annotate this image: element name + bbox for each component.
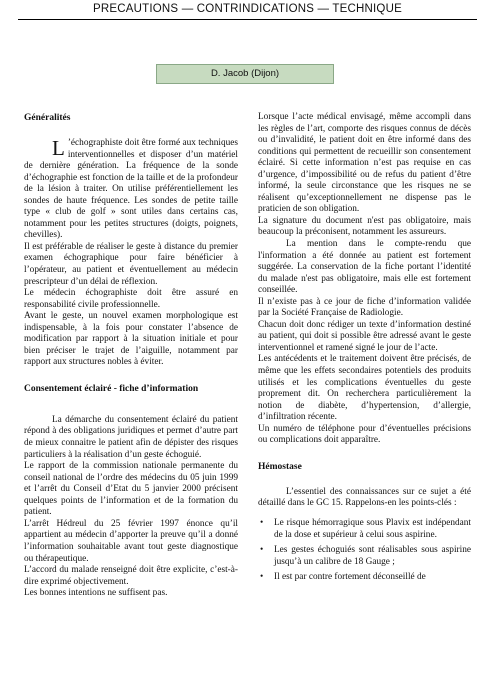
right-column xyxy=(258,112,471,588)
paragraph-generalites-3: Le médecin échographiste doit être assuré en responsabilité civile professionnelle. xyxy=(24,288,238,310)
list-item: • Le risque hémorragique sous Plavix est indépendant de la dose et supérieur à celui sous aspirine. xyxy=(258,518,471,541)
paragraph-consentement-5: Les bonnes intentions ne suffisent pas. xyxy=(24,588,168,599)
paragraph-right-7: Un numéro de téléphone pour d’éventuelles précisions ou complications doit apparaître. xyxy=(258,423,471,446)
header-title: PRECAUTIONS — CONTRINDICATIONS — TECHNIQUE xyxy=(93,3,402,15)
paragraph-generalites-2: Il est préférable de réaliser le geste à distance du premier examen échographique pour faire bénéficier à l’opérateur, au patient et éventuellement au médecin prescripteur d’un délai de réflexion. xyxy=(24,241,238,287)
heading-hemostase: Hémostase xyxy=(258,461,302,472)
paragraph-consentement-2: Le rapport de la commission nationale permanente du conseil national de l’ordre des médecins du 05 juin 1999 et l’arrêt du Conseil d’Etat du 5 janvier 2000 précisent quelques points de l’information et de la formation du patient. xyxy=(24,461,238,518)
drop-cap: L xyxy=(52,136,65,160)
author-box: D. Jacob (Dijon) xyxy=(156,64,334,84)
paragraph-right-5: Chacun doit donc rédiger un texte d’information destiné au patient, qui doit si possible être adressé avant le geste interventionnel et ramené signé le jour de l’acte. xyxy=(258,319,471,353)
paragraph-consentement-3: L’arrêt Hédreul du 25 février 1997 énonce qu’il appartient au médecin d’apporter la preuve qu’il a donné l’information souhaitable avant tout geste diagnostique ou thérapeutique. xyxy=(24,518,238,564)
heading-consentement: Consentement éclairé - fiche d’information xyxy=(24,383,199,394)
page-header xyxy=(0,0,495,24)
paragraph-right-1: Lorsque l’acte médical envisagé, même accompli dans les règles de l’art, comporte des risques connus de décès ou d’invalidité, le patient doit en être informé dans des conditions qui permettent de recueillir son consentement éclairé. Si cette information n’est pas requise en cas d’urgence, d’impossibilité ou de refus du patient d’être informé, la seule circonstance que les risques ne se réalisent qu’exceptionnellement ne dispense pas le praticien de son obligation. xyxy=(258,112,471,215)
list-item: • Les gestes échoguiés sont réalisables sous aspirine jusqu’à un calibre de 18 Gauge ; xyxy=(258,545,471,568)
list-item: • Il est par contre fortement déconseillé de xyxy=(258,572,471,584)
paragraph-consentement-4: L’accord du malade renseigné doit être explicite, c’est-à-dire exprimé objectivement. xyxy=(24,565,238,587)
left-column xyxy=(24,112,238,600)
header-rule xyxy=(18,19,477,20)
paragraph-hemostase-1: L’essentiel des connaissances sur ce sujet a été détaillé dans le GC 15. Rappelons-en les points-clés : xyxy=(258,486,471,509)
paragraph-generalites-4: Avant le geste, un nouvel examen morphologique est indispensable, à la fois pour constater l’absence de modification par rapport à la situation initiale et pour bien préciser le trajet de l’aiguille, notamment par rapport aux structures nobles à éviter. xyxy=(24,311,238,368)
hemostase-bullet-list xyxy=(258,518,471,584)
paragraph-consentement-1: La démarche du consentement éclairé du patient répond à des obligations juridiques et permet d’autre part de mieux connaitre le patient afin de dépister des risques particuliers à la réalisation d’un geste échoguié. xyxy=(24,414,238,460)
paragraph-generalites-1: L ’échographiste doit être formé aux techniques interventionnelles et disposer d’un matériel de dernière génération. La fréquence de la sonde d’échographie est fonction de la taille et de la profondeur de la lésion à traiter. On utilise préférentiellement les sondes de haute fréquence. Les sondes de petite taille type « club de golf » sont utiles dans certains cas, notamment pour les petites structures (doigts, poignets, chevilles). xyxy=(24,136,238,241)
paragraph-right-3: La mention dans le compte-rendu que l'information a été donnée au patient est fortement suggérée. La conservation de la fiche portant l’identité du malade n'est pas obligatoire, mais elle est fortement conseillée. xyxy=(258,239,471,296)
paragraph-right-6: Les antécédents et le traitement doivent être précisés, de même que les effets secondaires potentiels des produits utilisés et les complications éventuelles du geste proprement dit. On recherchera particulièrement la notion de diabète, d’hypertension, d’allergie, d’infiltration récente. xyxy=(258,354,471,423)
paragraph-right-2: La signature du document n'est pas obligatoire, mais beaucoup la préconisent, notamment les assureurs. xyxy=(258,215,471,238)
heading-generalites: Généralités xyxy=(24,113,71,123)
paragraph-right-4: Il n’existe pas à ce jour de fiche d’information validée par la Société Française de Radiologie. xyxy=(258,296,471,319)
